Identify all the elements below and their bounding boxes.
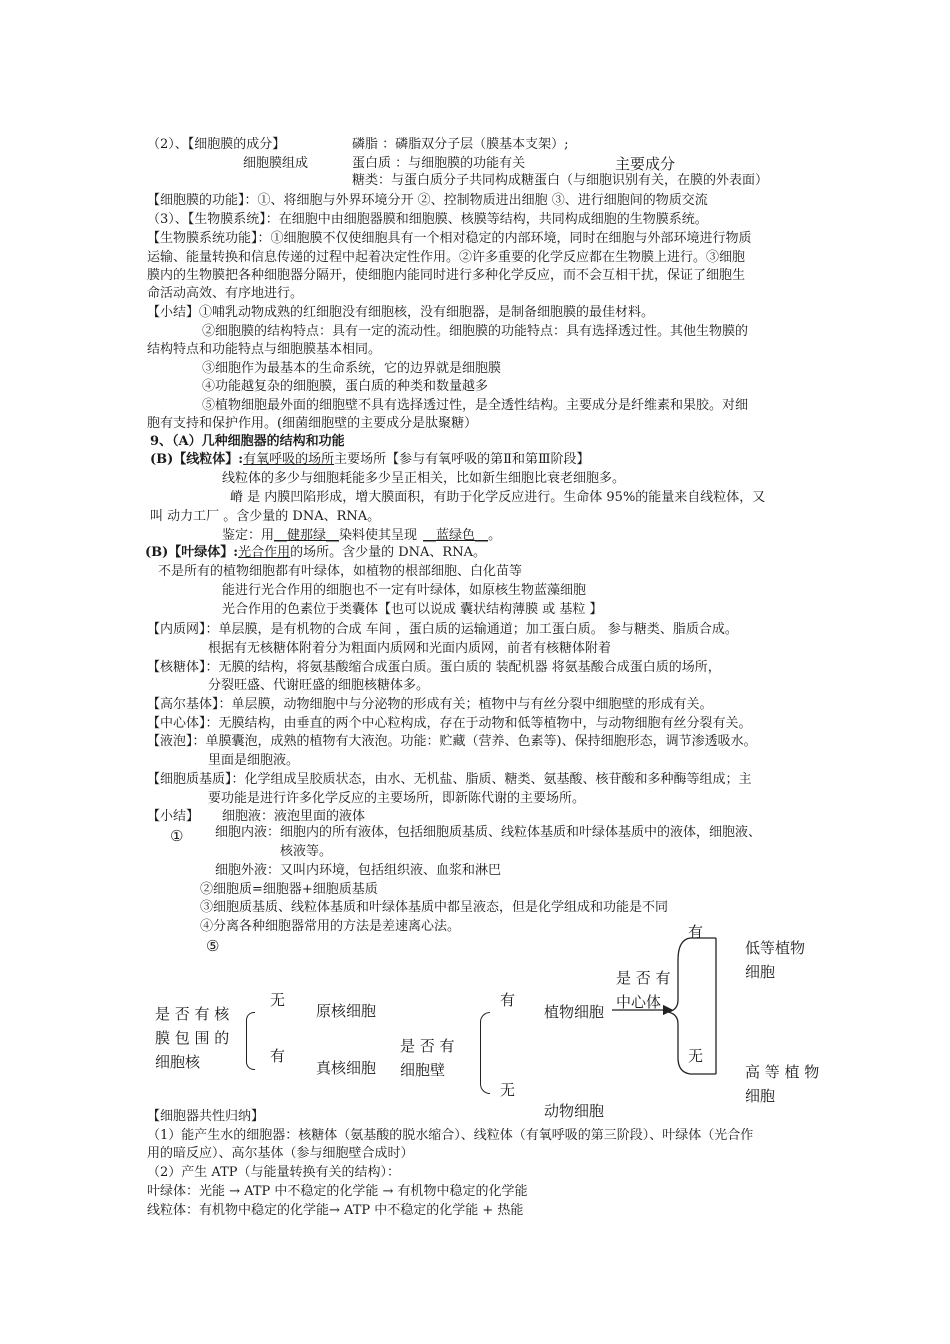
summary2-point2: ②细胞质=细胞器+细胞质基质 [200, 882, 378, 897]
summary2-vacuole-fluid: 细胞液：液泡里面的液体 [222, 809, 366, 824]
ribosome-line1: 【核糖体】：无膜的结构，将氨基酸缩合成蛋白质。蛋白质的 装配机器 将氨基酸合成蛋白质的场所， [147, 660, 721, 675]
summary1-line2: ②细胞膜的结构特点：具有一定的流动性。细胞膜的功能特点：具有选择透过性。其他生物膜的 [202, 324, 749, 339]
diagram-yes1: 有 [270, 1047, 286, 1065]
diagram-no1: 无 [270, 991, 286, 1009]
diagram-yes2: 有 [500, 991, 516, 1009]
summary1-line6: ⑤植物细胞最外面的细胞壁不具有选择透过性，是全透性结构。主要成分是纤维素和果胶。对细 [202, 398, 749, 413]
centrosome-line: 【中心体】：无膜结构，由垂直的两个中心粒构成，存在于动物和低等植物中，与动物细胞有丝分裂有关。 [147, 716, 752, 731]
mitochondria-site: 有氧呼吸的场所 [243, 452, 335, 467]
summary2-intracellular2: 核液等。 [280, 844, 333, 859]
diagram-lower-plant-line2: 细胞 [745, 963, 776, 981]
matrix-line2: 要功能是进行许多化学反应的主要场所，即新陈代谢的主要场所。 [208, 791, 586, 806]
diagram-higher-plant-line2: 细胞 [745, 1087, 776, 1105]
chloroplast-tag: (B)【叶绿体】: [145, 545, 239, 560]
chloroplast-site: 光合作用 [238, 545, 291, 560]
summary1-line4: ③细胞作为最基本的生命系统，它的边界就是细胞膜 [202, 361, 502, 376]
mitochondria-site-rest: 主要场所【参与有氧呼吸的第Ⅱ和第Ⅲ阶段】 [334, 452, 590, 467]
diagram-q3-line1: 是 否 有 [616, 969, 671, 987]
diagram-q1-line2: 膜 包 围 的 [155, 1029, 230, 1047]
stain-end: 。 [488, 528, 502, 543]
mitochondria-line4: 叫 动力工厂 。含少量的 DNA、RNA。 [150, 509, 381, 524]
chloroplast-line3: 能进行光合作用的细胞也不一定有叶绿体，如原核生物蓝藻细胞 [222, 583, 587, 598]
stain-prefix: 鉴定：用 [222, 528, 275, 543]
diagram-q2-line2: 细胞壁 [400, 1061, 446, 1079]
summary2-point4: ④分离各种细胞器常用的方法是差速离心法。 [200, 919, 461, 934]
organelles-heading: 9、（A）几种细胞器的结构和功能 [150, 434, 345, 449]
common-heading: 【细胞器共性归纳】 [147, 1109, 265, 1124]
biomembrane-function-line4: 命活动高效、有序地进行。 [147, 286, 304, 301]
main-components-label: 主要成分 [615, 155, 676, 173]
biomembrane-function-line1: 【生物膜系统功能】：①细胞膜不仅使细胞具有一个相对稳定的内部环境，同时在细胞与外部环境进行物质 [147, 231, 752, 246]
biomembrane-function-line3: 膜内的生物膜把各种细胞器分隔开，使细胞内能同时进行多种化学反应，而不会互相干扰，保证了细胞生 [147, 268, 746, 283]
membrane-sugar: 糖类：与蛋白质分子共同构成糖蛋白（与细胞识别有关，在膜的外表面） [352, 173, 769, 188]
membrane-protein: 蛋白质 ：与细胞膜的功能有关 [352, 156, 526, 171]
membrane-heading: （2）、【细胞膜的成分】 [147, 137, 286, 152]
membrane-lipid: 磷脂 ：磷脂双分子层（膜基本支架）; [352, 137, 569, 152]
diagram-q1-line1: 是 否 有 核 [155, 1005, 230, 1023]
summary1-line1: 【小结】①哺乳动物成熟的红细胞没有细胞核，没有细胞器，是制备细胞膜的最佳材料。 [147, 305, 655, 320]
biomembrane-system: （3）、【生物膜系统】：在细胞中由细胞器膜和细胞膜、核膜等结构，共同构成细胞的生物膜系统。 [147, 212, 708, 227]
chloroplast-site-rest: 的场所。含少量的 DNA、RNA。 [290, 545, 486, 560]
stain-blue-green: __蓝绿色__ [423, 528, 489, 543]
vacuole-line1: 【液泡】：单膜囊泡，成熟的植物有大液泡。功能：贮藏（营养、色素等)、保持细胞形态，调节渗透吸水。 [147, 734, 757, 749]
diagram-animal-cell: 动物细胞 [544, 1102, 605, 1120]
er-line1: 【内质网】：单层膜，是有机物的合成 车间 ，蛋白质的运输通道；加工蛋白质。 参与糖类、脂质合成。 [147, 622, 738, 637]
membrane-function: 【细胞膜的功能】：①、将细胞与外界环境分开 ②、控制物质进出细胞 ③、进行细胞间的物质交流 [147, 193, 708, 208]
chloroplast-line4: 光合作用的色素位于类囊体【也可以说成 囊状结构薄膜 或 基粒 】 [222, 602, 603, 617]
diagram-yes3: 有 [688, 923, 704, 941]
membrane-composition-label: 细胞膜组成 [243, 156, 309, 171]
mitochondria-line2: 线粒体的多少与细胞耗能多少呈正相关，比如新生细胞比衰老细胞多。 [222, 471, 626, 486]
common-water-line1: （1）能产生水的细胞器：核糖体（氨基酸的脱水缩合）、线粒体（有氧呼吸的第三阶段）、叶绿体（光合作 [147, 1128, 754, 1143]
summary1-line5: ④功能越复杂的细胞膜，蛋白质的种类和数量越多 [202, 379, 489, 394]
common-mitochondria-energy: 线粒体：有机物中稳定的化学能→ ATP 中不稳定的化学能 + 热能 [147, 1203, 524, 1218]
summary2-point3: ③细胞质基质、线粒体基质和叶绿体基质中都呈液态，但是化学组成和功能是不同 [200, 900, 669, 915]
vacuole-line2: 里面是细胞液。 [208, 753, 300, 768]
golgi-line: 【高尔基体】：单层膜，动物细胞中与分泌物的形成有关；植物中与有丝分裂中细胞壁的形成有关。 [147, 697, 713, 712]
diagram-eukaryote: 真核细胞 [316, 1059, 377, 1077]
summary2-point5: ⑤ [206, 937, 220, 955]
diagram-prokaryote: 原核细胞 [316, 1002, 377, 1020]
stain-middle: 染料使其呈现 [339, 528, 418, 543]
mitochondria-tag: (B)【线粒体】: [150, 452, 244, 467]
diagram-no3: 无 [688, 1047, 704, 1065]
summary2-head: 【小结】 [147, 809, 200, 824]
diagram-q2-line1: 是 否 有 [400, 1037, 455, 1055]
diagram-lower-plant-line1: 低等植物 [745, 939, 806, 957]
chloroplast-line2: 不是所有的植物细胞都有叶绿体，如植物的根部细胞、白化苗等 [158, 564, 523, 579]
common-chloroplast-energy: 叶绿体：光能 → ATP 中不稳定的化学能 → 有机物中稳定的化学能 [147, 1184, 528, 1199]
stain-janus-green: __健那绿__ [274, 528, 340, 543]
diagram-q1-line3: 细胞核 [155, 1053, 201, 1071]
common-water-line2: 用的暗反应）、高尔基体（参与细胞壁合成时） [147, 1146, 414, 1161]
diagram-plant-cell: 植物细胞 [544, 1003, 605, 1021]
mitochondria-line3: 嵴 是 内膜凹陷形成，增大膜面积，有助于化学反应进行。生命体 95%的能量来自线粒体，又 [230, 490, 766, 505]
summary1-line7: 胞有支持和保护作用。(细菌细胞壁的主要成分是肽聚糖） [147, 416, 478, 431]
diagram-q3-line2: 中心体 [616, 993, 662, 1011]
biomembrane-function-line2: 运输、能量转换和信息传递的过程中起着决定性作用。②许多重要的化学反应都在生物膜上进行。③细胞 [147, 250, 746, 265]
summary2-circle1: ① [170, 827, 184, 845]
summary1-line3: 结构特点和功能特点与细胞膜基本相同。 [147, 342, 382, 357]
er-line2: 根据有无核糖体附着分为粗面内质网和光面内质网，前者有核糖体附着 [208, 641, 612, 656]
diagram-higher-plant-line1: 高 等 植 物 [745, 1063, 820, 1081]
matrix-line1: 【细胞质基质】：化学组成呈胶质状态，由水、无机盐、脂质、糖类、氨基酸、核苷酸和多种酶等组成；主 [147, 772, 752, 787]
summary2-extracellular: 细胞外液：又叫内环境，包括组织液、血浆和淋巴 [215, 863, 502, 878]
ribosome-line2: 分裂旺盛、代谢旺盛的细胞核糖体多。 [208, 678, 430, 693]
summary2-intracellular1: 细胞内液：细胞内的所有液体，包括细胞质基质、线粒体基质和叶绿体基质中的液体，细胞液、 [215, 825, 762, 840]
diagram-no2: 无 [500, 1081, 516, 1099]
common-atp: （2）产生 ATP（与能量转换有关的结构）： [147, 1165, 400, 1180]
